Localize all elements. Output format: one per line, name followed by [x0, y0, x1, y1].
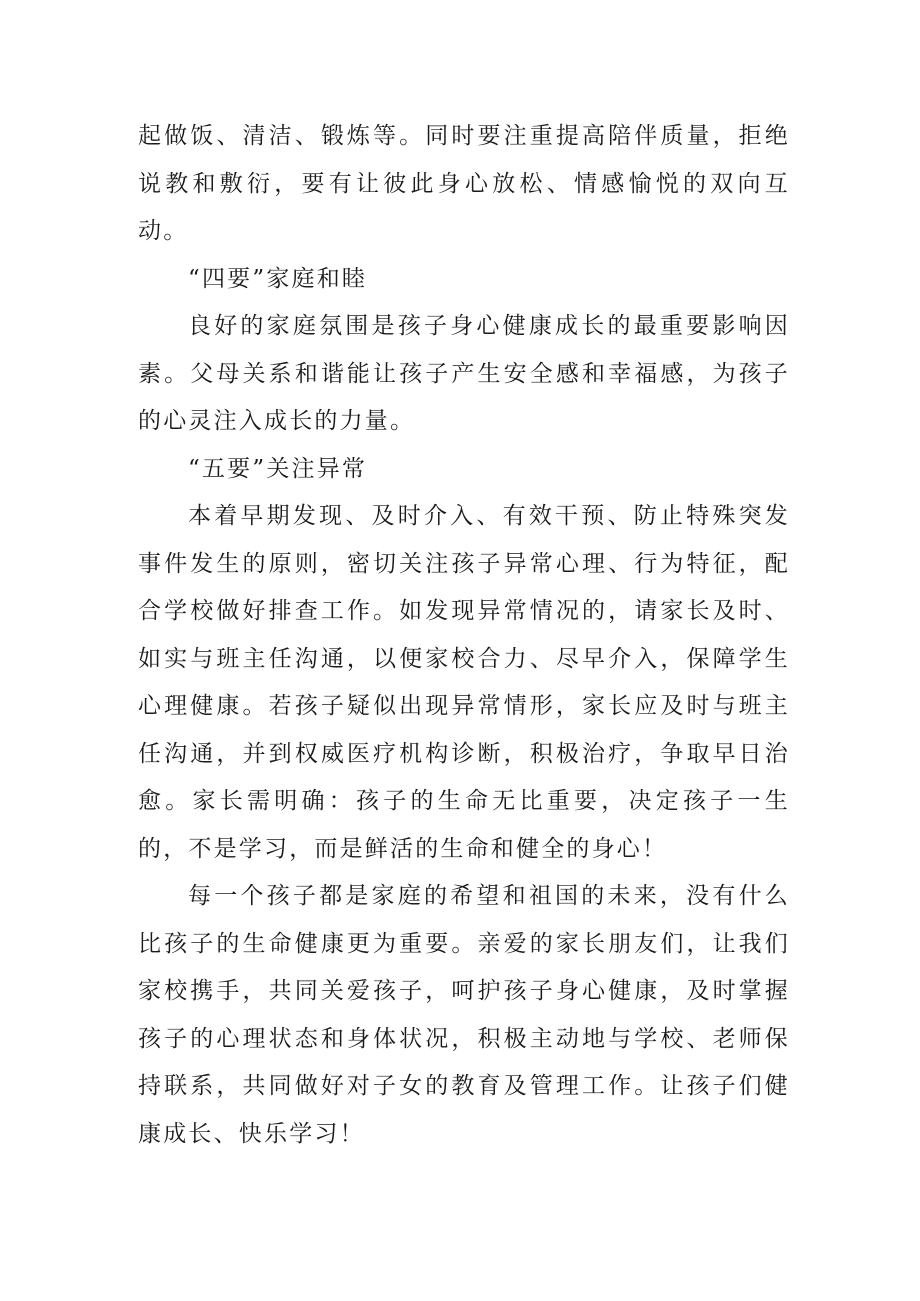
paragraph-closing: 每一个孩子都是家庭的希望和祖国的未来，没有什么比孩子的生命健康更为重要。亲爱的家长朋友们，让我们家校携手，共同关爱孩子，呵护孩子身心健康，及时掌握孩子的心理状态和身体状况，积极主动地与学校、老师保持联系，共同做好对子女的教育及管理工作。让孩子们健康成长、快乐学习！ — [138, 883, 790, 1147]
paragraph-continuation: 起做饭、清洁、锻炼等。同时要注重提高陪伴质量，拒绝说教和敷衍，要有让彼此身心放松、情感愉悦的双向互动。 — [138, 123, 790, 244]
document-page — [138, 113, 790, 1158]
section-heading-five: “五要”关注异常 — [188, 455, 368, 482]
section-heading-four: “四要”家庭和睦 — [188, 265, 368, 292]
paragraph-family-harmony: 良好的家庭氛围是孩子身心健康成长的最重要影响因素。父母关系和谐能让孩子产生安全感和幸福感，为孩子的心灵注入成长的力量。 — [138, 313, 790, 434]
paragraph-attention-abnormal: 本着早期发现、及时介入、有效干预、防止特殊突发事件发生的原则，密切关注孩子异常心理、行为特征，配合学校做好排查工作。如发现异常情况的，请家长及时、如实与班主任沟通，以便家校合力、尽早介入，保障学生心理健康。若孩子疑似出现异常情形，家长应及时与班主任沟通，并到权威医疗机构诊断，积极治疗，争取早日治愈。家长需明确：孩子的生命无比重要，决定孩子一生的，不是学习，而是鲜活的生命和健全的身心！ — [138, 503, 790, 862]
